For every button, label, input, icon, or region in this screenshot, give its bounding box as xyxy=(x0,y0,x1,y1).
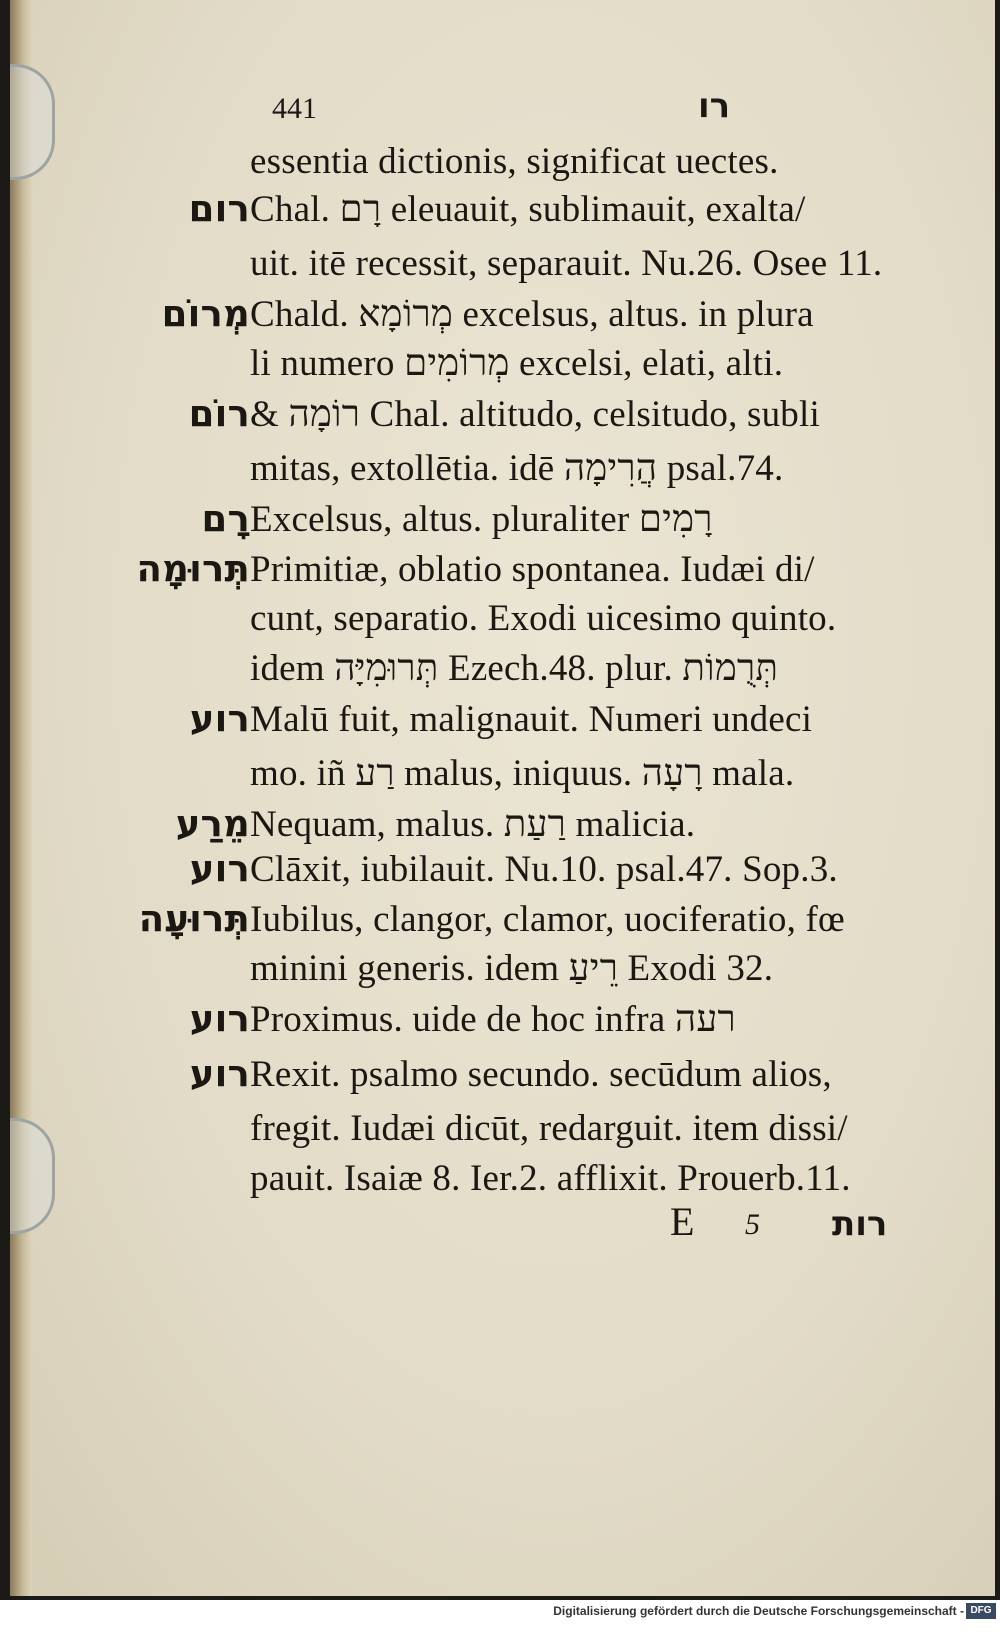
entry-text: uit. itē recessit, separauit. Nu.26. Osee 11. xyxy=(250,243,883,284)
page-gutter xyxy=(10,0,32,1596)
entry-text: minini generis. idem רֵיעַ Exodi 32. xyxy=(250,948,774,989)
signature-number: 5 xyxy=(745,1208,760,1241)
text-line xyxy=(250,342,783,385)
text-line xyxy=(128,1052,832,1096)
text-line xyxy=(128,997,736,1041)
text-line xyxy=(128,292,814,336)
text-line xyxy=(250,647,778,690)
text-line xyxy=(128,497,713,541)
entry-text: pauit. Isaiæ 8. Ier.2. afflixit. Prouerb.11. xyxy=(250,1158,851,1199)
text-line xyxy=(250,140,779,183)
entry-text: mitas, extollētia. idē הֲרִימָה psal.74. xyxy=(250,448,784,489)
hebrew-lemma: תְּרוּעָה xyxy=(138,897,250,940)
text-line xyxy=(128,897,845,941)
hebrew-lemma: רוע xyxy=(189,697,250,740)
entry-text: mo. iñ רַע malus, iniquus. רָעָה mala. xyxy=(250,753,795,794)
hebrew-lemma: רוֹם xyxy=(188,392,250,435)
hebrew-lemma: רָם xyxy=(201,497,250,540)
entry-text: fregit. Iudæi dicūt, redarguit. item dissi/ xyxy=(250,1108,848,1149)
page-clip-bottom xyxy=(10,1118,55,1234)
text-line xyxy=(128,187,805,231)
dfg-logo: DFG xyxy=(966,1603,996,1619)
hebrew-lemma: תְּרוּמָה xyxy=(136,547,250,590)
entry-text: & רוֹמָה Chal. altitudo, celsitudo, subli xyxy=(250,394,820,435)
entry-text: Proximus. uide de hoc infra רעה xyxy=(250,999,736,1040)
hebrew-lemma: רוע xyxy=(189,1052,250,1095)
entry-text: Chald. מְרוֹמָא excelsus, altus. in plura xyxy=(250,294,814,335)
entry-text: Clāxit, iubilauit. Nu.10. psal.47. Sop.3. xyxy=(250,849,838,890)
entry-text: Nequam, malus. רַעַת malicia. xyxy=(250,804,696,845)
entry-text: idem תְּרוּמִיָּה Ezech.48. plur. תְּרֻמוֹת xyxy=(250,648,779,689)
page-number: 441 xyxy=(272,92,317,125)
catchword: רות xyxy=(832,1204,888,1244)
hebrew-lemma: רום xyxy=(188,187,250,230)
hebrew-lemma: מְרוֹם xyxy=(161,292,250,335)
text-line xyxy=(250,752,794,795)
hebrew-lemma: רוע xyxy=(189,847,250,890)
text-line xyxy=(128,697,812,741)
digitization-credit: Digitalisierung gefördert durch die Deutsche Forschungsgemeinschaft - xyxy=(553,1604,964,1618)
entry-text: cunt, separatio. Exodi uicesimo quinto. xyxy=(250,598,837,639)
text-line xyxy=(128,547,815,591)
hebrew-lemma: רוע xyxy=(189,997,250,1040)
text-line xyxy=(250,1107,848,1150)
entry-text: li numero מְרוֹמִים excelsi, elati, alti. xyxy=(250,343,784,384)
signature-mark: E xyxy=(670,1199,695,1244)
text-line xyxy=(250,1157,851,1200)
text-line xyxy=(250,947,773,990)
text-line xyxy=(128,847,838,891)
entry-text: Iubilus, clangor, clamor, uociferatio, fœ xyxy=(250,899,845,940)
page-clip-top xyxy=(10,64,55,180)
entry-text: Malū fuit, malignauit. Numeri undeci xyxy=(250,699,813,740)
entry-text: Chal. רָם eleuauit, sublimauit, exalta/ xyxy=(250,189,806,230)
entry-text: Primitiæ, oblatio spontanea. Iudæi di/ xyxy=(250,549,815,590)
book-page xyxy=(10,0,995,1596)
entry-text: Excelsus, altus. pluraliter רָמִים xyxy=(250,499,713,540)
hebrew-lemma: מֵרַע xyxy=(175,802,250,845)
entry-text: essentia dictionis, significat uectes. xyxy=(250,141,779,182)
text-line xyxy=(250,447,783,490)
text-line xyxy=(128,802,695,846)
text-line xyxy=(250,242,882,285)
text-line xyxy=(250,597,836,640)
running-head-hebrew: רו xyxy=(698,86,731,126)
entry-text: Rexit. psalmo secundo. secūdum alios, xyxy=(250,1054,832,1095)
text-line xyxy=(128,392,820,436)
